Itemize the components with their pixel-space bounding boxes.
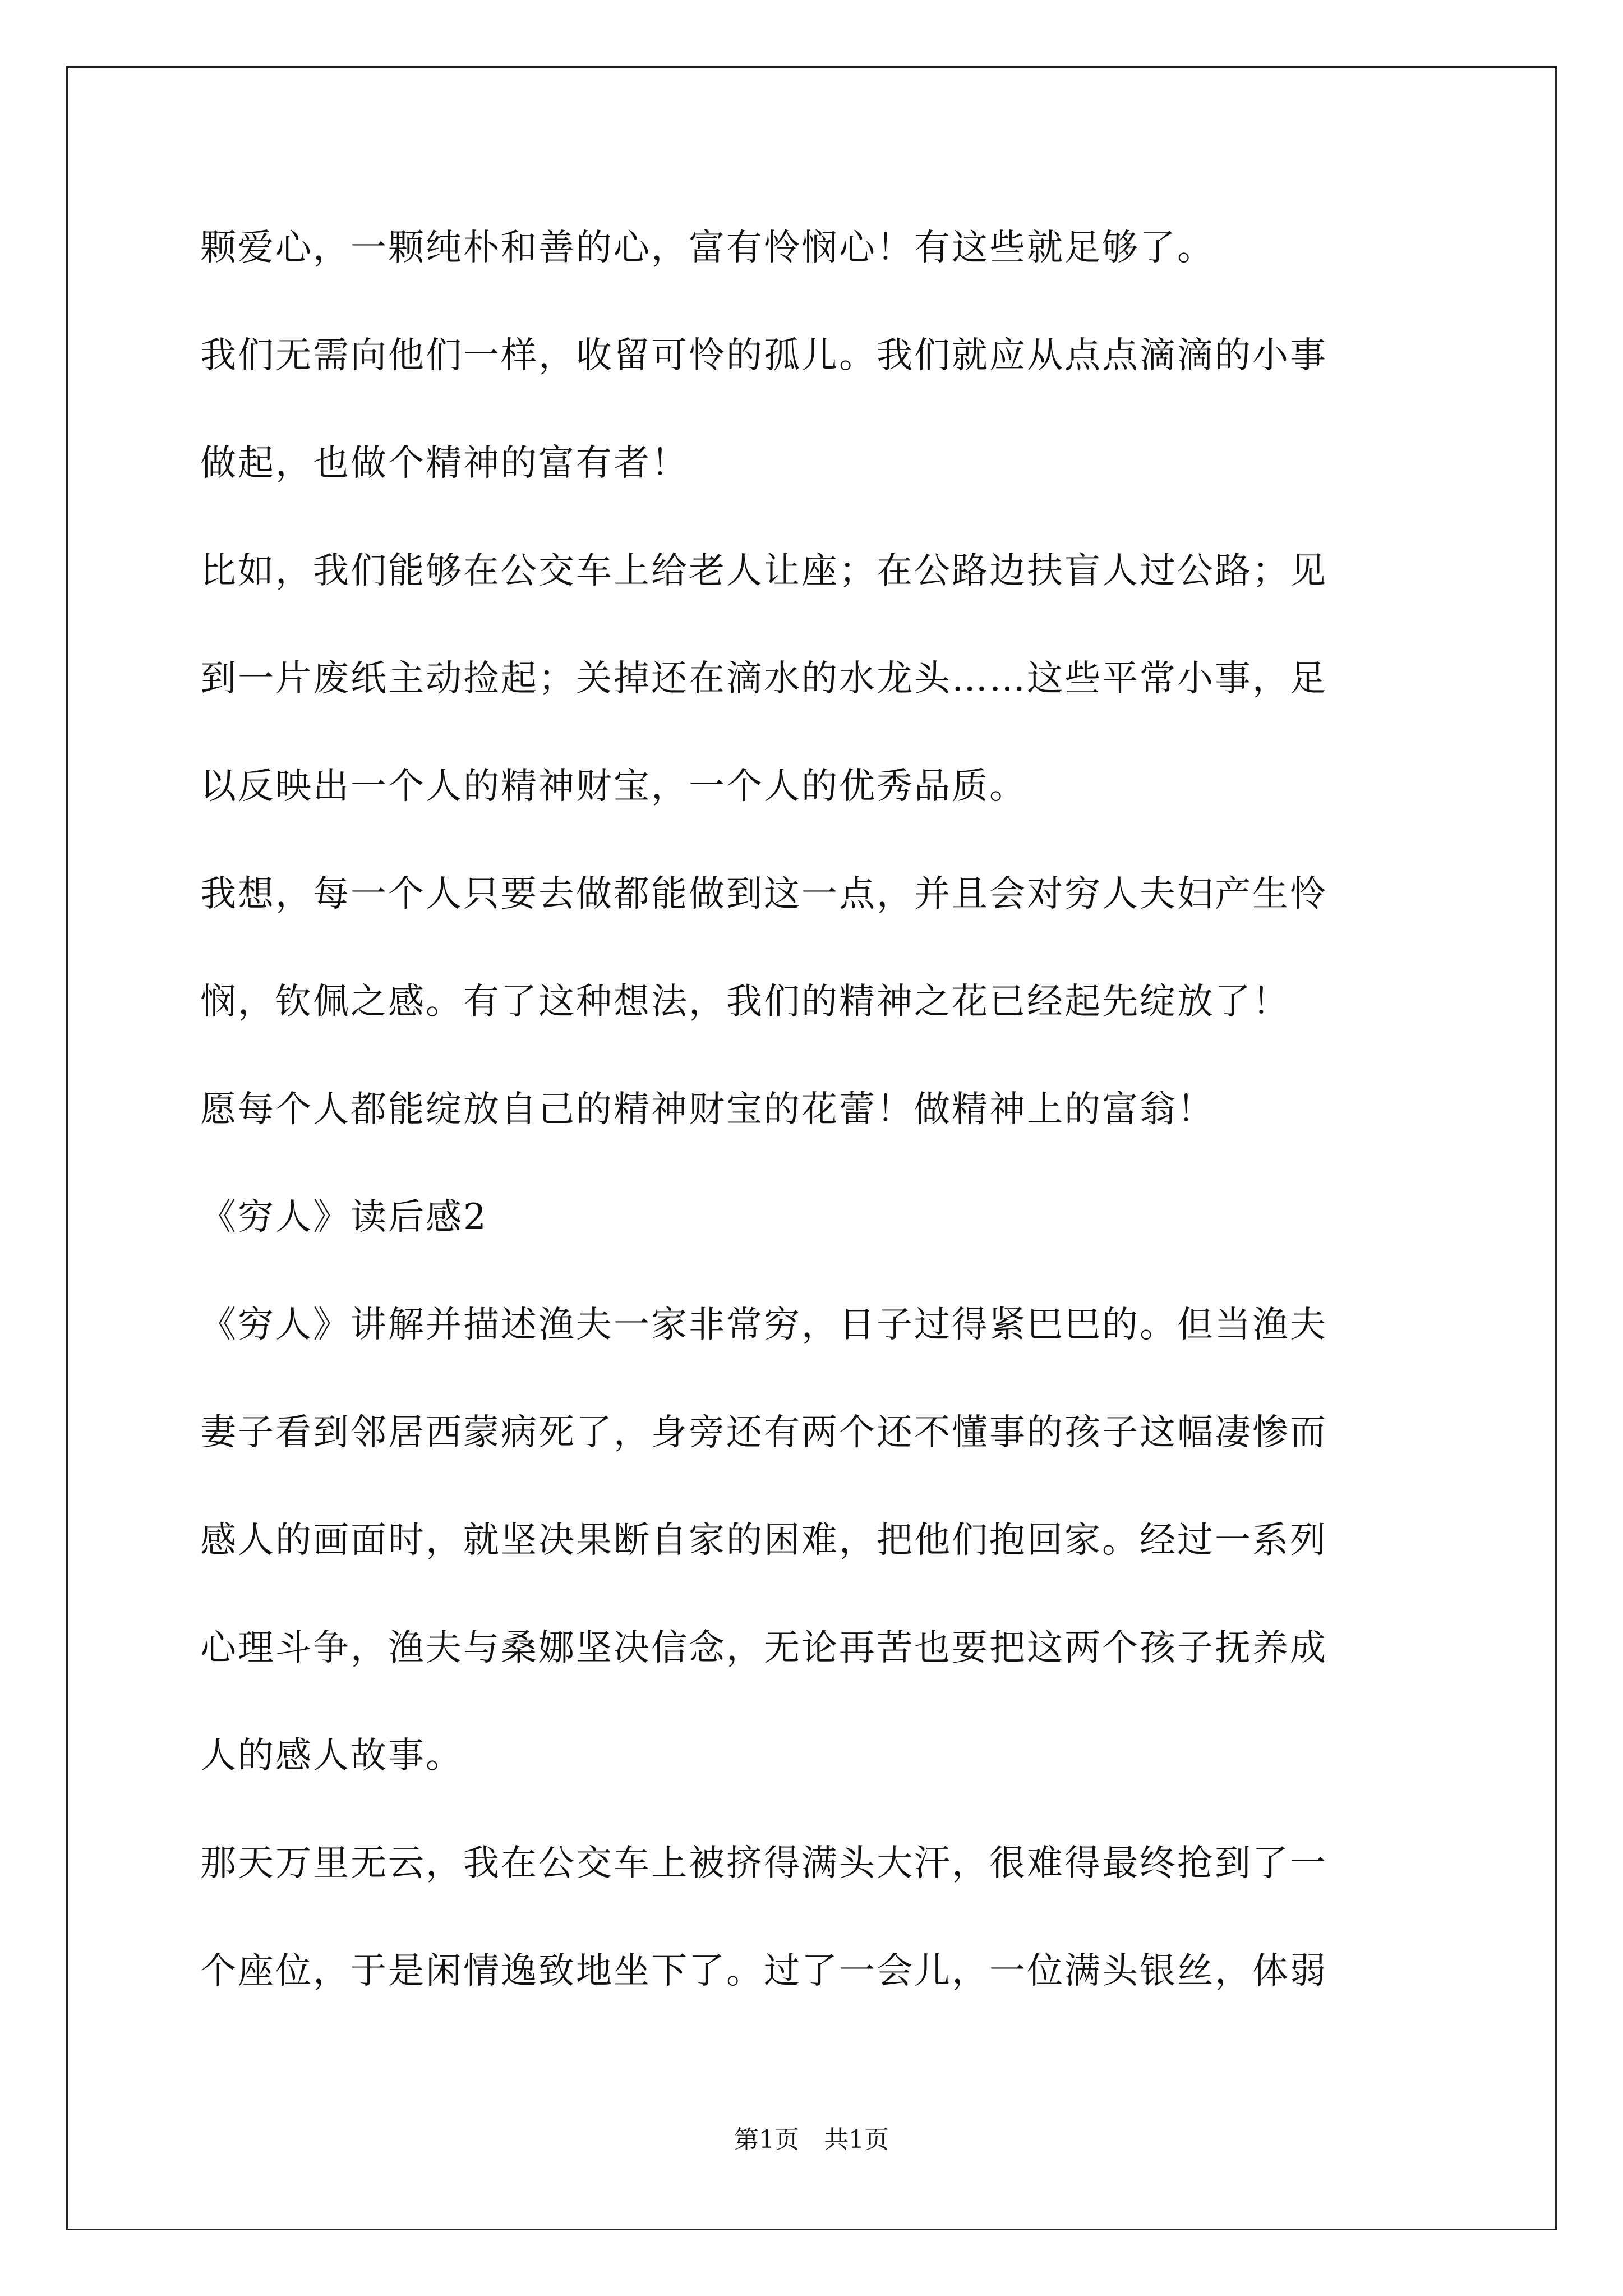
- page-footer: 第1页 共1页: [734, 2125, 889, 2154]
- text-line-6: 以反映出一个人的精神财宝，一个人的优秀品质。: [200, 766, 1027, 807]
- text-line-16: 那天万里无云，我在公交车上被挤得满头大汗，很难得最终抢到了一: [200, 1843, 1327, 1884]
- text-line-9: 愿每个人都能绽放自己的精神财宝的花蕾！做精神上的富翁！: [200, 1089, 1215, 1130]
- text-line-13: 感人的画面时，就坚决果断自家的困难，把他们抱回家。经过一系列: [200, 1520, 1327, 1561]
- page-border: [66, 66, 1557, 2230]
- text-line-11: 《穷人》讲解并描述渔夫一家非常穷，日子过得紧巴巴的。但当渔夫: [200, 1304, 1327, 1346]
- text-line-5: 到一片废纸主动捡起；关掉还在滴水的水龙头……这些平常小事，足: [200, 658, 1327, 700]
- text-line-15: 人的感人故事。: [200, 1735, 463, 1777]
- text-line-17: 个座位，于是闲情逸致地坐下了。过了一会儿，一位满头银丝，体弱: [200, 1950, 1327, 1992]
- section-heading: 《穷人》读后感2: [200, 1197, 488, 1238]
- text-line-1: 颗爱心，一颗纯朴和善的心，富有怜悯心！有这些就足够了。: [200, 227, 1215, 269]
- text-line-2: 我们无需向他们一样，收留可怜的孤儿。我们就应从点点滴滴的小事: [200, 335, 1327, 376]
- text-line-12: 妻子看到邻居西蒙病死了，身旁还有两个还不懂事的孩子这幅凄惨而: [200, 1412, 1327, 1453]
- text-line-4: 比如，我们能够在公交车上给老人让座；在公路边扶盲人过公路；见: [200, 550, 1327, 592]
- text-line-14: 心理斗争，渔夫与桑娜坚决信念，无论再苦也要把这两个孩子抚养成: [200, 1627, 1327, 1669]
- text-line-7: 我想，每一个人只要去做都能做到这一点，并且会对穷人夫妇产生怜: [200, 873, 1327, 915]
- text-line-3: 做起，也做个精神的富有者！: [200, 443, 689, 484]
- text-line-8: 悯，钦佩之感。有了这种想法，我们的精神之花已经起先绽放了！: [200, 981, 1290, 1023]
